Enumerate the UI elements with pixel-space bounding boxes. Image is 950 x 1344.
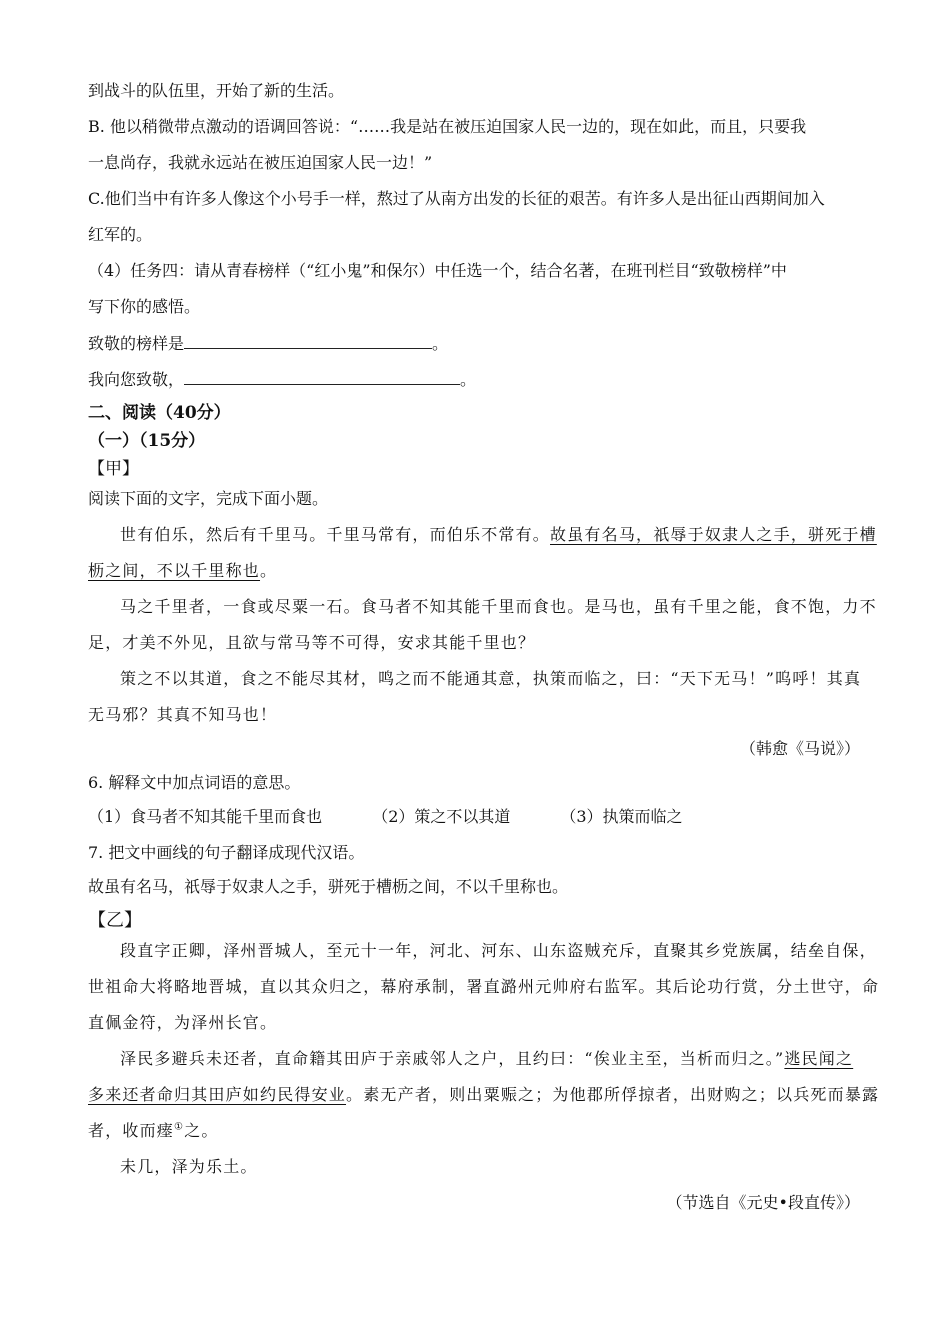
passage-line: 无马邪？其真不知马也！ (88, 705, 278, 724)
source-citation: （韩愈《马说》） (739, 739, 860, 758)
q6-item-2: （2）策之不以其道 (372, 807, 511, 826)
answer-blank[interactable] (184, 332, 432, 349)
underlined-sentence: 故虽有名马，祇辱于奴隶人之手，骈死于槽 (550, 525, 877, 544)
passage-label-yi: 【乙】 (88, 910, 142, 931)
question-7: 7. 把文中画线的句子翻译成现代汉语。 (88, 843, 365, 862)
fill-label: 致敬的榜样是 (88, 334, 185, 353)
subsection-title: （一）（15分） (88, 431, 206, 451)
passage-line: 足，才美不外见，且欲与常马等不可得，安求其能千里也？ (88, 633, 536, 652)
text-line: 一息尚存，我就永远站在被压迫国家人民一边！” (88, 153, 433, 172)
text-line: 到战斗的队伍里，开始了新的生活。 (88, 81, 345, 100)
passage-line: 未几，泽为乐土。 (120, 1157, 258, 1176)
source-citation: （节选自《元史•段直传》） (666, 1193, 860, 1212)
question-7-sentence: 故虽有名马，祇辱于奴隶人之手，骈死于槽枥之间，不以千里称也。 (88, 877, 569, 896)
question-6: 6. 解释文中加点词语的意思。 (88, 773, 301, 792)
fill-line-salute (88, 368, 476, 391)
footnote-marker: ① (174, 1121, 185, 1133)
passage-text: 泽民多避兵未还者，直命籍其田庐于亲戚邻人之户，且约曰：“俟业主至，当析而归之。” (120, 1049, 785, 1068)
fill-end: 。 (460, 370, 477, 389)
q6-item-3: （3）执策而临之 (560, 807, 683, 826)
passage-line (88, 1084, 879, 1106)
passage-text: 之。 (184, 1121, 219, 1140)
fill-end: 。 (432, 334, 449, 353)
passage-line (88, 1120, 219, 1142)
passage-line: 段直字正卿，泽州晋城人，至元十一年，河北、河东、山东盗贼充斥，直聚其乡党族属，结垒自保， (120, 941, 877, 960)
task4-line: （4）任务四：请从青春榜样（“红小鬼”和保尔）中任选一个，结合名著，在班刊栏目“致敬榜样”中 (88, 261, 787, 280)
passage-label-jia: 【甲】 (88, 459, 139, 479)
instruction: 阅读下面的文字，完成下面小题。 (88, 489, 329, 508)
passage-line: 策之不以其道，食之不能尽其材，鸣之而不能通其意，执策而临之，曰：“天下无马！”呜呼！其真 (120, 669, 862, 688)
option-c-line: C.他们当中有许多人像这个小号手一样，熬过了从南方出发的长征的艰苦。有许多人是出征山西期间加入 (88, 189, 825, 208)
passage-text: 者，收而瘗 (88, 1121, 175, 1140)
passage-line: 直佩金符，为泽州长官。 (88, 1013, 278, 1032)
fill-line-role-model (88, 332, 448, 355)
passage-text: 。 (260, 561, 278, 580)
passage-line: 世祖命大将略地晋城，直以其众归之，幕府承制，署直潞州元帅府右监军。其后论功行赏，分土世守，命 (88, 977, 880, 996)
answer-blank[interactable] (184, 368, 460, 385)
section-title: 二、阅读（40分） (88, 403, 231, 423)
passage-text: 。素无产者，则出粟赈之；为他郡所俘掠者，出财购之；以兵死而暴露 (346, 1085, 880, 1104)
underlined-sentence: 逃民闻之 (784, 1049, 854, 1068)
underlined-sentence: 枥之间，不以千里称也 (88, 561, 261, 580)
text-line: 红军的。 (88, 225, 153, 244)
passage-line (120, 1048, 853, 1070)
underlined-sentence: 多来还者命归其田庐如约民得安业 (88, 1085, 347, 1104)
option-b-line: B. 他以稍微带点激动的语调回答说：“……我是站在被压迫国家人民一边的，现在如此，而且，只要我 (88, 117, 807, 136)
passage-line: 马之千里者，一食或尽粟一石。食马者不知其能千里而食也。是马也，虽有千里之能，食不饱，力不 (120, 597, 877, 616)
q6-item-1: （1）食马者不知其能千里而食也 (88, 807, 323, 826)
question-6-items (88, 806, 683, 828)
passage-text: 世有伯乐，然后有千里马。千里马常有，而伯乐不常有。 (120, 525, 551, 544)
fill-label: 我向您致敬， (88, 370, 185, 389)
text-line: 写下你的感悟。 (88, 297, 201, 316)
passage-line (88, 560, 277, 582)
passage-line (120, 524, 877, 546)
